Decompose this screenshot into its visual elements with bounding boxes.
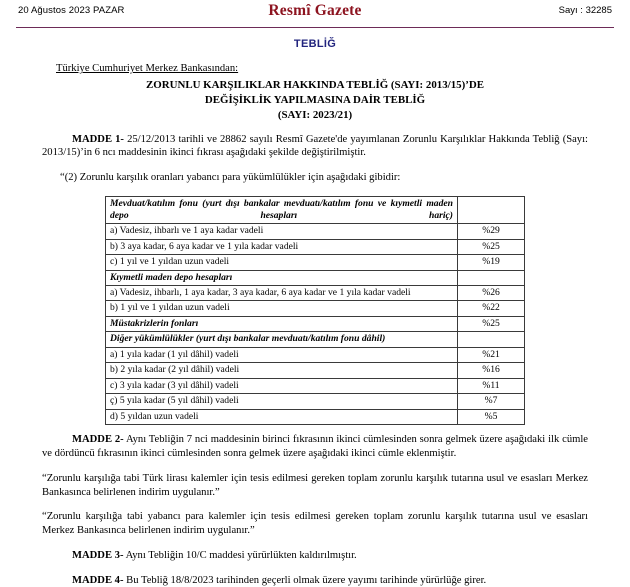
document-body xyxy=(0,62,630,587)
article-3-text: Aynı Tebliğin 10/C maddesi yürürlükten kaldırılmıştır. xyxy=(123,549,357,561)
table-row xyxy=(106,239,525,254)
article-4-paragraph xyxy=(42,574,588,587)
table-row xyxy=(106,316,525,331)
article-1-text: 25/12/2013 tarihli ve 28862 sayılı Resmî Gazete'de yayımlanan Zorunlu Karşılıklar Hakkında Tebliğ (Sayı: 2013/15)’in 6 ncı maddesinin ikinci fıkrası aşağıdaki şekilde değiştirilmiştir. xyxy=(42,133,588,159)
table-row xyxy=(106,332,525,347)
row-value: %11 xyxy=(458,378,525,393)
regulation-title-line-2: DEĞİŞİKLİK YAPILMASINA DAİR TEBLİĞ xyxy=(204,94,426,107)
regulation-title-line-1: ZORUNLU KARŞILIKLAR HAKKINDA TEBLİĞ (SAYI: 2013/15)’DE xyxy=(146,79,484,92)
row-value: %7 xyxy=(458,394,525,409)
reserve-ratio-table-body xyxy=(106,196,525,425)
row-label: d) 5 yıldan uzun vadeli xyxy=(106,409,458,424)
gazette-title: Resmî Gazete xyxy=(268,2,362,19)
reserve-ratio-table xyxy=(105,196,525,426)
row-value xyxy=(458,332,525,347)
row-label: b) 1 yıl ve 1 yıldan uzun vadeli xyxy=(106,301,458,316)
masthead-divider xyxy=(16,27,614,28)
row-label: ç) 5 yıla kadar (5 yıl dâhil) vadeli xyxy=(106,394,458,409)
section-heading: TEBLİĞ xyxy=(293,38,337,51)
article-2-text: Aynı Tebliğin 7 nci maddesinin birinci fıkrasının ikinci cümlesinden sonra gelmek üzere aşağıdaki ilk cümle ve dördüncü fıkrasının ikinci cümlesinden sonra gelmek üzere aşağıdaki ikinci cümle eklenmiştir. xyxy=(42,434,588,460)
row-label: a) Vadesiz, ihbarlı ve 1 aya kadar vadeli xyxy=(106,224,458,239)
row-value: %21 xyxy=(458,347,525,362)
row-label: c) 1 yıl ve 1 yıldan uzun vadeli xyxy=(106,255,458,270)
row-label: c) 3 yıla kadar (3 yıl dâhil) vadeli xyxy=(106,378,458,393)
row-value: %29 xyxy=(458,224,525,239)
issuing-authority: Türkiye Cumhuriyet Merkez Bankasından: xyxy=(56,63,239,75)
table-row xyxy=(106,394,525,409)
article-2-label: MADDE 2- xyxy=(72,434,124,446)
table-row xyxy=(106,255,525,270)
row-value xyxy=(458,196,525,223)
article-2-paragraph xyxy=(42,433,588,461)
row-value: %22 xyxy=(458,301,525,316)
row-value: %26 xyxy=(458,286,525,301)
row-label: Kıymetli maden depo hesapları xyxy=(106,270,458,285)
table-row xyxy=(106,363,525,378)
row-label: Müstakrizlerin fonları xyxy=(106,316,458,331)
table-row xyxy=(106,224,525,239)
table-row xyxy=(106,347,525,362)
row-label: Diğer yükümlülükler (yurt dışı bankalar mevduatı/katılım fonu dâhil) xyxy=(106,332,458,347)
article-4-text: Bu Tebliğ 18/8/2023 tarihinden geçerli olmak üzere yayımı tarihinde yürürlüğe girer. xyxy=(123,574,487,586)
masthead xyxy=(0,0,630,26)
table-row xyxy=(106,409,525,424)
row-value xyxy=(458,270,525,285)
table-row xyxy=(106,301,525,316)
row-value: %5 xyxy=(458,409,525,424)
table-row xyxy=(106,270,525,285)
article-3-label: MADDE 3- xyxy=(72,549,124,561)
reserve-ratio-table-wrapper xyxy=(105,196,525,426)
article-1-label: MADDE 1- xyxy=(72,133,124,145)
gazette-issue-number: Sayı : 32285 xyxy=(558,5,612,16)
row-value: %25 xyxy=(458,239,525,254)
article-1-quote xyxy=(42,171,588,185)
row-label: Mevduat/katılım fonu (yurt dışı bankalar mevduatı/katılım fonu ve kıymetli maden depo hesapları hariç) xyxy=(106,196,458,223)
article-2-quote-1: “Zorunlu karşılığa tabi Türk lirası kalemler için tesis edilmesi gereken toplam zorunlu karşılık tutarına usul ve esasları Merkez Bankasınca belirlenen indirim uygulanır.” xyxy=(42,472,588,498)
row-label: a) 1 yıla kadar (1 yıl dâhil) vadeli xyxy=(106,347,458,362)
regulation-title-line-3: (SAYI: 2023/21) xyxy=(277,109,353,122)
table-row xyxy=(106,286,525,301)
article-2-quote-2: “Zorunlu karşılığa tabi yabancı para kalemler için tesis edilmesi gereken toplam zorunlu karşılık tutarına usul ve esasları Merkez Bankasınca belirlenen indirim uygulanır.” xyxy=(42,511,588,537)
article-1-quote-text: “(2) Zorunlu karşılık oranları yabancı para yükümlülükler için aşağıdaki gibidir: xyxy=(60,172,401,184)
gazette-date: 20 Ağustos 2023 PAZAR xyxy=(18,5,125,16)
row-label: b) 2 yıla kadar (2 yıl dâhil) vadeli xyxy=(106,363,458,378)
row-value: %19 xyxy=(458,255,525,270)
row-value: %25 xyxy=(458,316,525,331)
regulation-title xyxy=(42,78,588,123)
row-label: b) 3 aya kadar, 6 aya kadar ve 1 yıla kadar vadeli xyxy=(106,239,458,254)
table-row xyxy=(106,378,525,393)
article-3-paragraph xyxy=(42,549,588,563)
row-value: %16 xyxy=(458,363,525,378)
row-label: a) Vadesiz, ihbarlı, 1 aya kadar, 3 aya kadar, 6 aya kadar ve 1 yıla kadar vadeli xyxy=(106,286,458,301)
article-4-label: MADDE 4- xyxy=(72,574,124,586)
table-row xyxy=(106,196,525,223)
article-1-paragraph xyxy=(42,133,588,161)
